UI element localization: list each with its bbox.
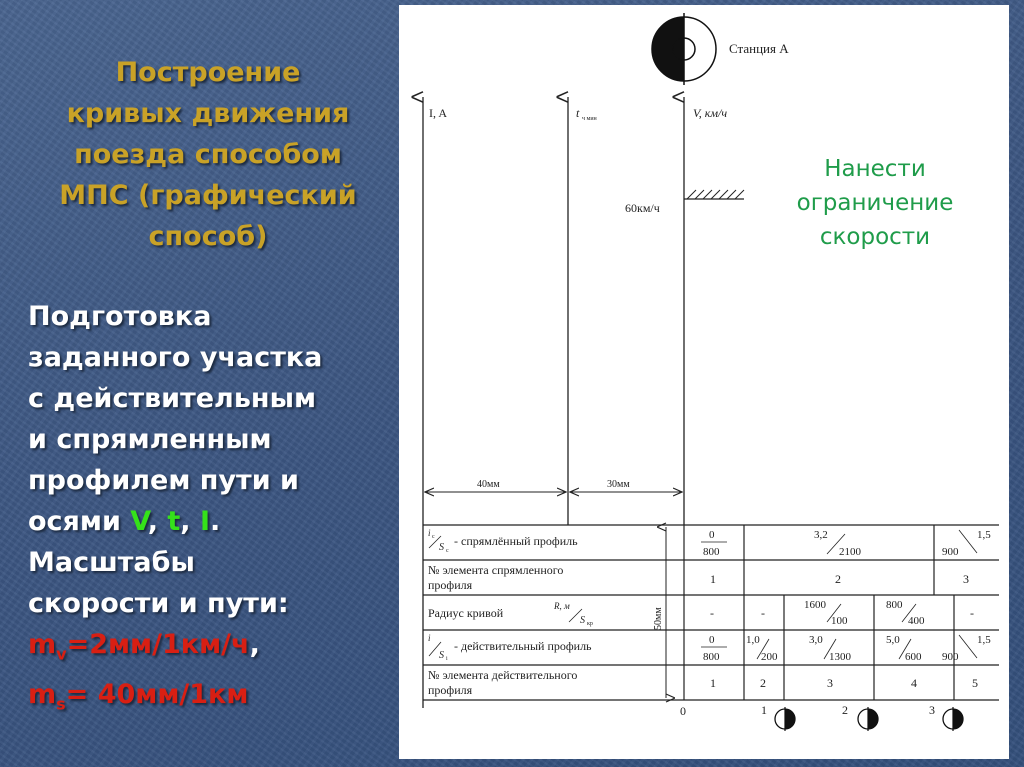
body-line-axes [28, 501, 398, 542]
r1-c3-slash [959, 530, 977, 553]
r1-label: - спрямлённый профиль [454, 534, 578, 548]
title-line: Построение [115, 57, 301, 88]
r4-label-s: S [439, 650, 444, 661]
stop-icon [943, 707, 963, 731]
axis-t-sub: ч мин [582, 116, 597, 122]
point-3: 3 [929, 703, 935, 717]
diagram-panel [399, 5, 1009, 759]
stop-icon [858, 707, 878, 731]
r4-c5-slash [959, 635, 977, 658]
note-line: скорости [819, 224, 931, 250]
dim-40-label: 40мм [477, 479, 500, 490]
axis-t-label: t [576, 106, 580, 120]
r3-c2: - [761, 606, 765, 620]
body-line: профилем пути и [28, 465, 299, 496]
r4-c4-top: 5,0 [886, 634, 900, 646]
r4-c2-bot: 200 [761, 651, 778, 663]
point-0: 0 [680, 704, 686, 718]
axis-v-label: V, км/ч [693, 106, 728, 120]
r2-c3: 3 [963, 572, 969, 586]
station-a-icon [652, 13, 716, 85]
r5-label-b: профиля [428, 683, 473, 697]
r3-r: R, м [554, 601, 570, 611]
r3-s: S [580, 615, 585, 626]
scale-mv [28, 624, 398, 674]
ms-prefix: m [28, 679, 57, 711]
r5-c1: 1 [710, 676, 716, 690]
body-line: Масштабы [28, 547, 195, 578]
r1-c1-bot: 800 [703, 546, 720, 558]
slide-title [22, 52, 394, 257]
axes-prefix: осями [28, 506, 131, 537]
r3-c4-bot: 400 [908, 615, 925, 627]
r3-c3-bot: 100 [831, 615, 848, 627]
title-line: способ) [148, 221, 268, 252]
axes-sep: , [147, 506, 168, 537]
axes-suffix: . [210, 506, 221, 537]
r4-c5-top: 1,5 [977, 634, 991, 646]
r3-c3-top: 1600 [804, 599, 826, 611]
title-line: кривых движения [66, 98, 350, 129]
station-label: Станция А [729, 41, 789, 56]
r4-c5-bot: 900 [942, 651, 959, 663]
r3-c1: - [710, 606, 714, 620]
r4-label-ssub: i [446, 656, 448, 662]
mv-prefix: m [28, 629, 57, 660]
r1-label-ssub: c [446, 548, 449, 554]
axis-t-symbol: t [167, 506, 181, 537]
axis-i-label: I, A [429, 106, 447, 120]
title-line: МПС (графический [59, 180, 357, 211]
dim-30-label: 30мм [607, 479, 630, 490]
r3-label: Радиус кривой [428, 606, 504, 620]
point-1: 1 [761, 703, 767, 717]
point-2: 2 [842, 703, 848, 717]
axis-v-symbol: V [130, 506, 148, 537]
r4-label-i: i [428, 633, 431, 643]
r3-c4-top: 800 [886, 599, 903, 611]
stop-icon [775, 707, 795, 731]
r1-label-isub: c [432, 534, 435, 540]
r4-c1-top: 0 [709, 634, 715, 646]
r5-c2: 2 [760, 676, 766, 690]
r2-label-b: профиля [428, 578, 473, 592]
ms-sub: s [56, 694, 66, 714]
r3-c5: - [970, 606, 974, 620]
ms-value: = 40мм/1км [65, 679, 249, 711]
note-line: ограничение [796, 190, 954, 216]
r2-label-a: № элемента спрямленного [428, 563, 564, 577]
mv-comma: , [249, 629, 260, 660]
body-line: скорости и пути: [28, 588, 289, 619]
r5-c3: 3 [827, 676, 833, 690]
r1-c1-top: 0 [709, 529, 715, 541]
r2-c1: 1 [710, 572, 716, 586]
r1-c2-bot: 2100 [839, 546, 861, 558]
r2-c2: 2 [835, 572, 841, 586]
r4-c1-bot: 800 [703, 651, 720, 663]
r3-ssub: кр [587, 621, 593, 627]
r1-label-i: i [428, 528, 431, 538]
r4-c2-top: 1,0 [746, 634, 760, 646]
r1-c3-top: 1,5 [977, 529, 991, 541]
title-line: поезда способом [74, 139, 342, 170]
body-line: и спрямленным [28, 424, 272, 455]
r5-label-a: № элемента действительного [428, 668, 578, 682]
speed-limit-mark [684, 190, 744, 199]
axes-sep: , [180, 506, 200, 537]
profile-diagram [399, 5, 1009, 759]
slide-body-text [28, 296, 398, 725]
r4-label: - действительный профиль [454, 639, 592, 653]
mv-value: =2мм/1км/ч [66, 629, 250, 660]
r1-c2-top: 3,2 [814, 529, 828, 541]
speed-limit-label: 60км/ч [625, 201, 660, 215]
r5-c5: 5 [972, 676, 978, 690]
r4-c4-bot: 600 [905, 651, 922, 663]
body-line: заданного участка [28, 342, 323, 373]
r4-c3-top: 3,0 [809, 634, 823, 646]
r1-label-s: S [439, 542, 444, 553]
r5-c4: 4 [911, 676, 917, 690]
scale-ms [28, 674, 398, 724]
r1-c3-bot: 900 [942, 546, 959, 558]
body-line: Подготовка [28, 301, 212, 332]
dim-50-label: 50мм [653, 607, 664, 630]
r4-c3-bot: 1300 [829, 651, 851, 663]
body-line: с действительным [28, 383, 317, 414]
axis-i-symbol: I [199, 506, 211, 537]
speed-limit-note [770, 152, 980, 254]
mv-sub: v [56, 644, 67, 664]
note-line: Нанести [824, 156, 926, 182]
